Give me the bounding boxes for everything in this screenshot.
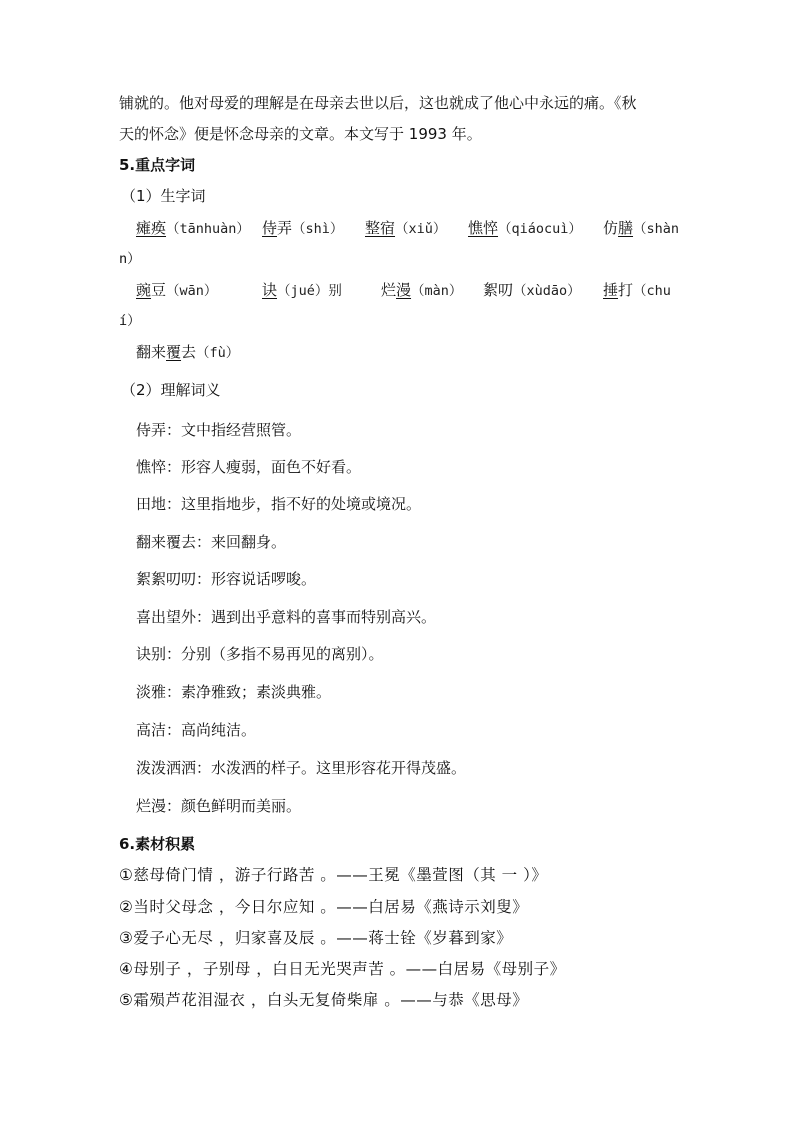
vocab-item: 烂漫（màn）: [381, 281, 463, 299]
definition-item: 泼泼洒洒：水泼洒的样子。这里形容花开得茂盛。: [136, 759, 467, 777]
vocab-item: 瘫痪（tānhuàn）: [136, 219, 250, 237]
definition-item: 高洁：高尚纯洁。: [136, 721, 257, 739]
definition-item: 淡雅：素净雅致；素淡典雅。: [136, 683, 332, 701]
definition-item: 絮絮叨叨：形容说话啰唆。: [136, 570, 317, 588]
vocab-item: 豌豆（wān）: [136, 281, 218, 299]
vocab-item: 絮叨（xùdāo）: [483, 281, 581, 299]
quote-item: ④母别子 ，子别母 ，白日无光哭声苦 。——白居易《母别子》: [119, 960, 566, 978]
subsection-2-heading: （2）理解词义: [121, 381, 221, 399]
definition-item: 侍弄：文中指经营照管。: [136, 421, 302, 439]
definition-item: 烂漫：颜色鲜明而美丽。: [136, 797, 302, 815]
vocab-item: 憔悴（qiáocuì）: [468, 219, 582, 237]
vocab-item: 仿膳（shàn: [603, 219, 680, 237]
vocab-row-2-wrap: í）: [119, 313, 141, 329]
definition-item: 田地：这里指地步，指不好的处境或境况。: [136, 495, 422, 513]
section-6-heading: 6.素材积累: [119, 835, 196, 853]
vocab-item: 捶打（chu: [603, 281, 671, 299]
quote-item: ①慈母倚门情 ，游子行路苦 。——王冕《墨萱图（其 一 ）》: [119, 866, 548, 884]
vocab-row-1-wrap: n）: [119, 251, 141, 267]
definition-item: 诀别：分别（多指不易再见的离别）。: [136, 645, 384, 663]
intro-line-1: 铺就的。他对母爱的理解是在母亲去世以后，这也就成了他心中永远的痛。《秋: [119, 94, 637, 112]
definition-item: 翻来覆去：来回翻身。: [136, 533, 287, 551]
section-5-heading: 5.重点字词: [119, 156, 196, 174]
vocab-item: 翻来覆去（fù）: [136, 343, 240, 361]
quote-item: ③爱子心无尽 ，归家喜及辰 。——蒋士铨《岁暮到家》: [119, 929, 513, 947]
vocab-item: 整宿（xiǔ）: [365, 219, 447, 237]
quote-item: ②当时父母念 ，今日尔应知 。——白居易《燕诗示刘叟》: [119, 898, 529, 916]
vocab-item: 侍弄（shì）: [262, 219, 344, 237]
quote-item: ⑤霜殒芦花泪湿衣 ，白头无复倚柴扉 。——与恭《思母》: [119, 991, 529, 1009]
intro-line-2: 天的怀念》便是怀念母亲的文章。本文写于 1993 年。: [119, 125, 482, 143]
definition-item: 喜出望外：遇到出乎意料的喜事而特别高兴。: [136, 608, 437, 626]
subsection-1-heading: （1）生字词: [121, 187, 206, 205]
definition-item: 憔悴：形容人瘦弱，面色不好看。: [136, 458, 362, 476]
vocab-item: 诀（jué）别: [262, 281, 342, 299]
